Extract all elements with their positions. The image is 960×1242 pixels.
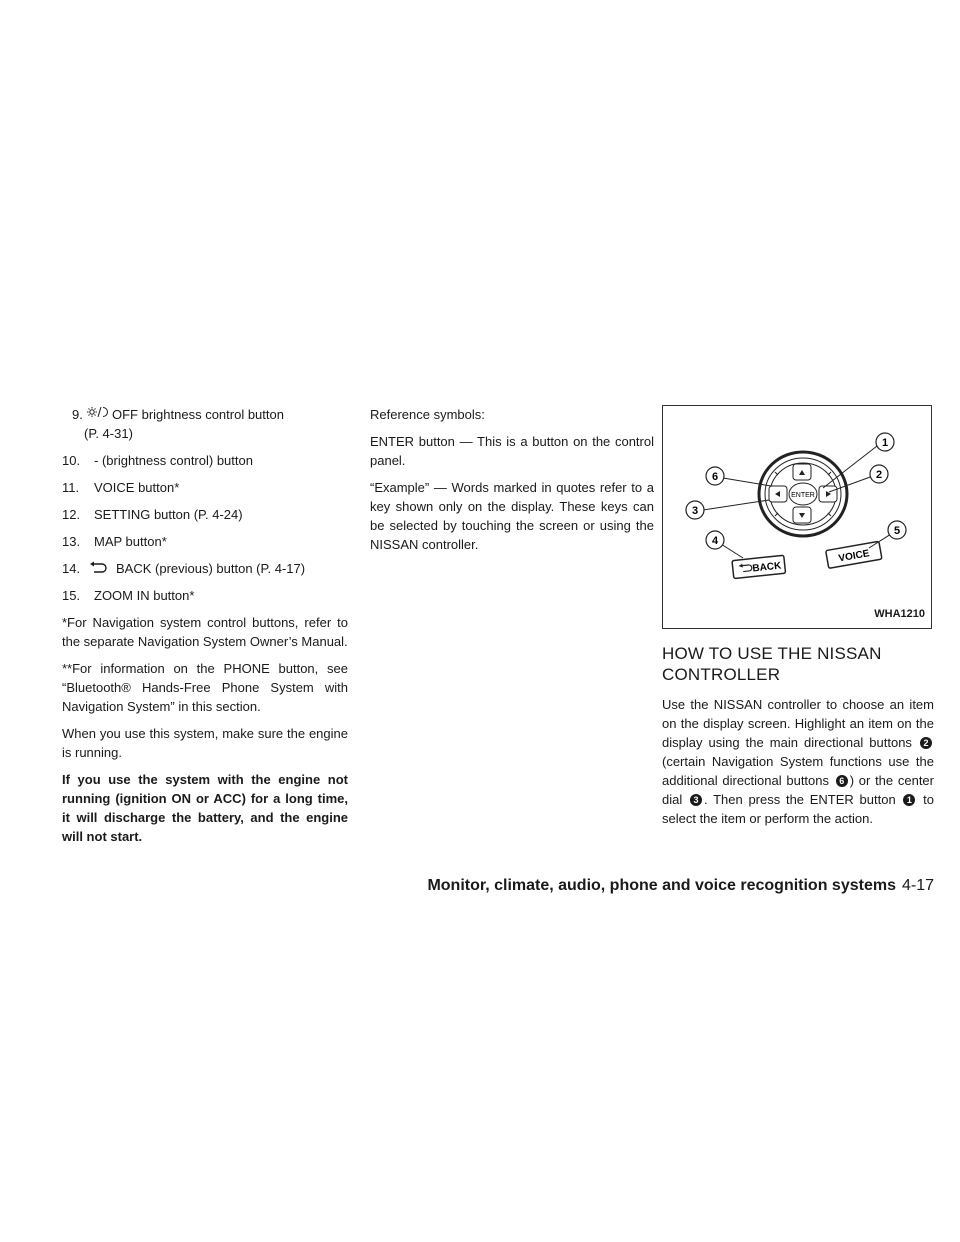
instruction-text: ) or the center dial	[662, 773, 934, 807]
callout-ref-3: 3	[690, 794, 702, 806]
list-number: 12.	[62, 507, 81, 522]
phone-button-note: **For information on the PHONE button, see “Bluetooth® Hands-Free Phone System with Navigation System” in this section.	[62, 661, 348, 714]
list-item-14	[62, 559, 348, 578]
list-text: OFF brightness control button	[112, 407, 284, 422]
list-item-10	[62, 451, 348, 470]
callout-2: 2	[875, 469, 883, 481]
instruction-text: (certain Navigation System functions use the additional directional buttons	[662, 754, 934, 788]
callout-4: 4	[711, 535, 719, 547]
instruction-text: to select the item or perform the action.	[662, 792, 934, 826]
example-reference: “Example” — Words marked in quotes refer to a key shown only on the display. These keys can be selected by touching the screen or using the NISSAN controller.	[370, 480, 654, 552]
list-number: 14.	[62, 561, 81, 576]
list-page-ref: (P. 4-31)	[84, 426, 133, 441]
navigation-note: *For Navigation system control buttons, refer to the separate Navigation System Owner’s Manual.	[62, 615, 348, 649]
enter-button-reference: ENTER button — This is a button on the control panel.	[370, 434, 654, 468]
voice-label: VOICE	[837, 548, 871, 565]
callout-ref-6: 6	[836, 775, 848, 787]
list-text: BACK (previous) button (P. 4-17)	[116, 561, 306, 576]
page-number: 4-17	[901, 877, 934, 894]
list-item-13	[62, 532, 348, 551]
list-text: VOICE button*	[94, 480, 180, 495]
reference-symbols-title: Reference symbols:	[370, 407, 485, 422]
list-item-11	[62, 478, 348, 497]
brightness-day-night-icon	[84, 406, 112, 422]
right-column	[662, 405, 934, 836]
controller-figure	[662, 405, 932, 629]
middle-column	[370, 405, 654, 562]
callout-ref-2: 2	[920, 737, 932, 749]
list-number: 15.	[62, 588, 81, 603]
section-heading: HOW TO USE THE NISSAN CONTROLLER	[662, 644, 882, 684]
callout-6: 6	[711, 471, 719, 483]
list-text: - (brightness control) button	[94, 453, 253, 468]
list-number: 10.	[62, 453, 81, 468]
list-item-12	[62, 505, 348, 524]
callout-5: 5	[893, 525, 901, 537]
callout-3: 3	[691, 505, 699, 517]
page-footer	[427, 876, 934, 895]
controller-illustration	[663, 406, 933, 630]
instruction-text: . Then press the ENTER button	[703, 792, 896, 807]
back-arrow-icon	[84, 560, 116, 576]
list-number: 13.	[62, 534, 81, 549]
instruction-text: Use the NISSAN controller to choose an item on the display screen. Highlight an item on the display using the main directional buttons	[662, 697, 934, 750]
footer-section-title: Monitor, climate, audio, phone and voice recognition systems	[427, 877, 896, 894]
left-column	[62, 405, 348, 854]
enter-label: ENTER	[791, 492, 815, 499]
back-label: BACK	[751, 560, 782, 575]
controller-instructions	[662, 695, 934, 828]
engine-running-note: When you use this system, make sure the engine is running.	[62, 726, 348, 760]
list-text: SETTING button (P. 4-24)	[94, 507, 243, 522]
callout-ref-1: 1	[903, 794, 915, 806]
list-number: 9.	[72, 407, 83, 422]
battery-warning: If you use the system with the engine not running (ignition ON or ACC) for a long time, it will discharge the battery, and the engine will not start.	[62, 772, 348, 844]
list-text: MAP button*	[94, 534, 167, 549]
figure-code: WHA1210	[874, 608, 925, 620]
list-item-9	[62, 405, 348, 443]
callout-1: 1	[881, 437, 889, 449]
list-text: ZOOM IN button*	[94, 588, 195, 603]
list-item-15	[62, 586, 348, 605]
list-number: 11.	[62, 480, 80, 495]
